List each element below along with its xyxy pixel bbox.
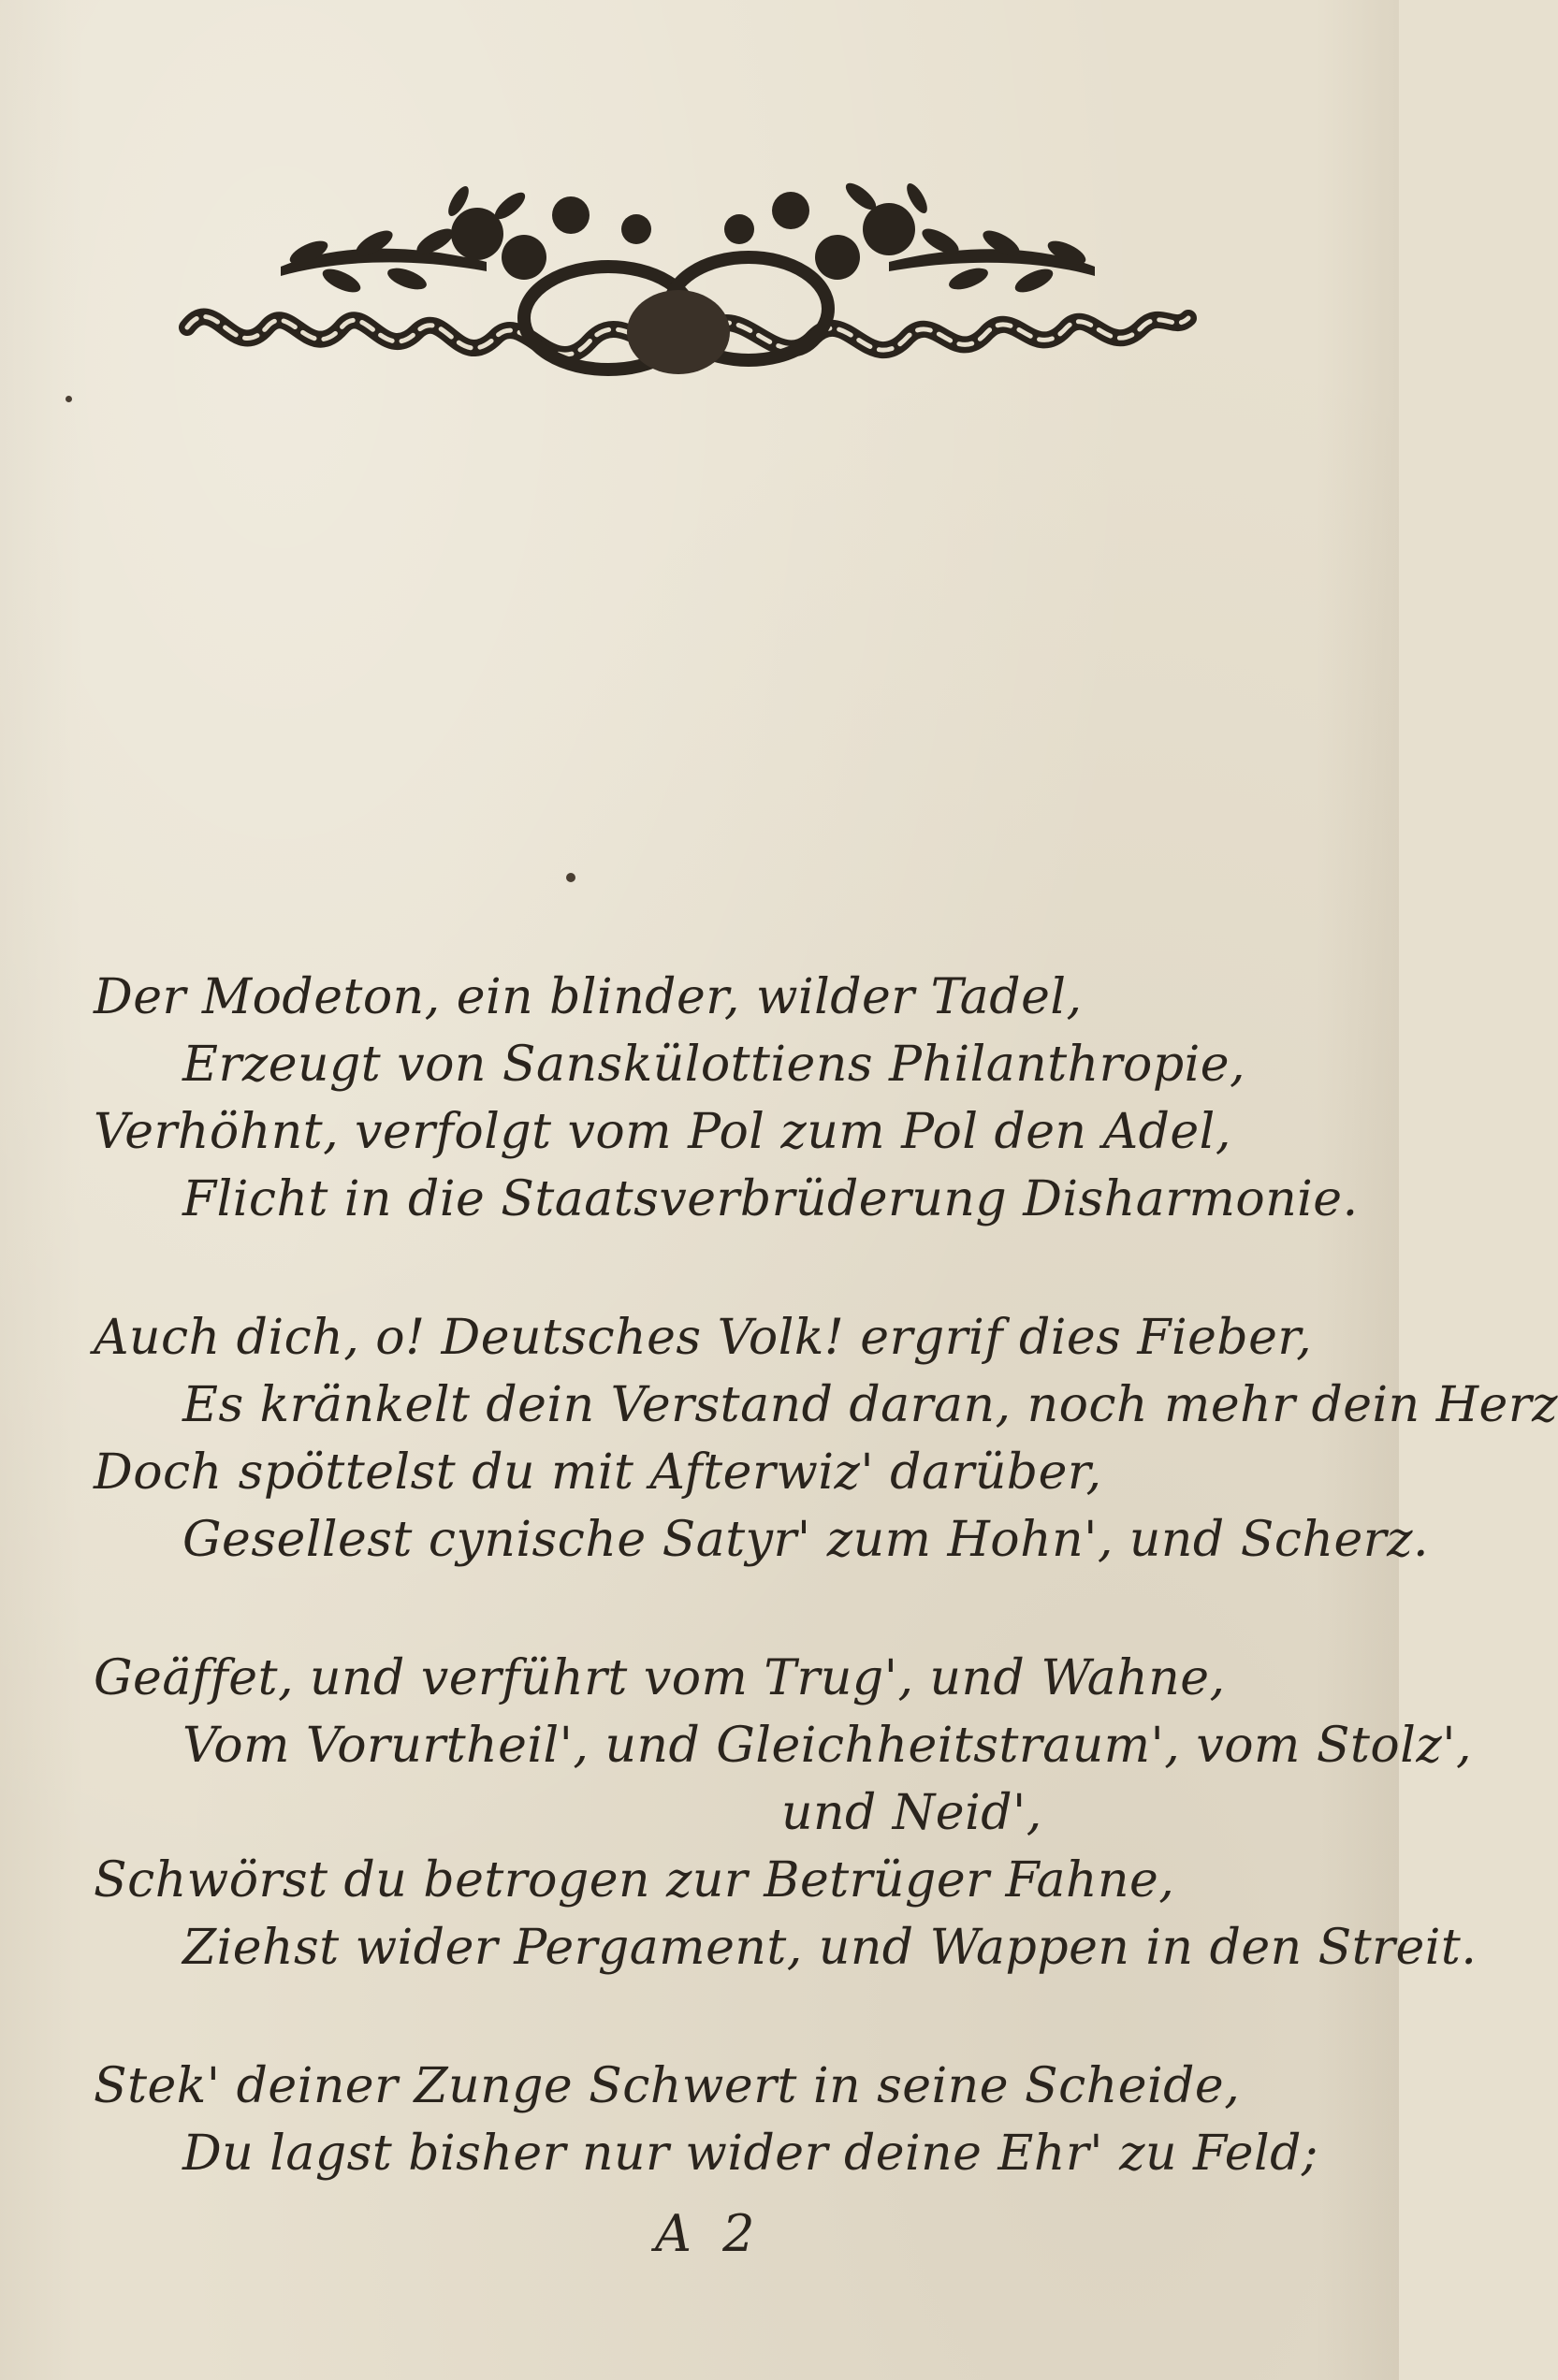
poem-line: Schwörst du betrogen zur Betrüger Fahne, (94, 1852, 1175, 1908)
stanza (94, 1645, 1478, 1981)
floral-ribbon-ornament-icon (178, 178, 1198, 421)
poem-line: Du lagst bisher nur wider deine Ehr' zu Feld; (182, 2126, 1318, 2182)
poem-line: Vom Vorurtheil', und Gleichheitstraum', vom Stolz', (182, 1718, 1473, 1774)
stanza (94, 2053, 1329, 2187)
poem-line-runover: und Neid', (781, 1785, 1042, 1841)
poem-line: Stek' deiner Zunge Schwert in seine Scheide, (94, 2058, 1241, 2114)
poem-line: Doch spöttelst du mit Afterwiz' darüber, (94, 1444, 1102, 1501)
poem-line: Es kränkelt dein Verstand daran, noch mehr dein Herz (182, 1377, 1558, 1433)
ink-speck (566, 873, 575, 882)
poem (94, 964, 1558, 2258)
stanza (94, 964, 1359, 1233)
poem-line: Der Modeton, ein blinder, wilder Tadel, (94, 969, 1083, 1025)
poem-line: Auch dich, o! Deutsches Volk! ergrif dies Fieber, (94, 1310, 1313, 1366)
poem-line: Flicht in die Staatsverbrüderung Disharmonie. (182, 1171, 1359, 1227)
poem-line: Erzeugt von Sanskülottiens Philanthropie, (182, 1037, 1246, 1093)
signature-mark: A 2 (655, 2204, 763, 2263)
stanza (94, 1304, 1558, 1574)
poem-line: Ziehst wider Pergament, und Wappen in den Streit. (182, 1920, 1478, 1976)
poem-line: Gesellest cynische Satyr' zum Hohn', und Scherz. (182, 1512, 1430, 1568)
poem-line: Verhöhnt, verfolgt vom Pol zum Pol den Adel, (94, 1104, 1231, 1160)
poem-line: Geäffet, und verführt vom Trug', und Wahne, (94, 1650, 1226, 1706)
ink-speck (66, 396, 72, 402)
